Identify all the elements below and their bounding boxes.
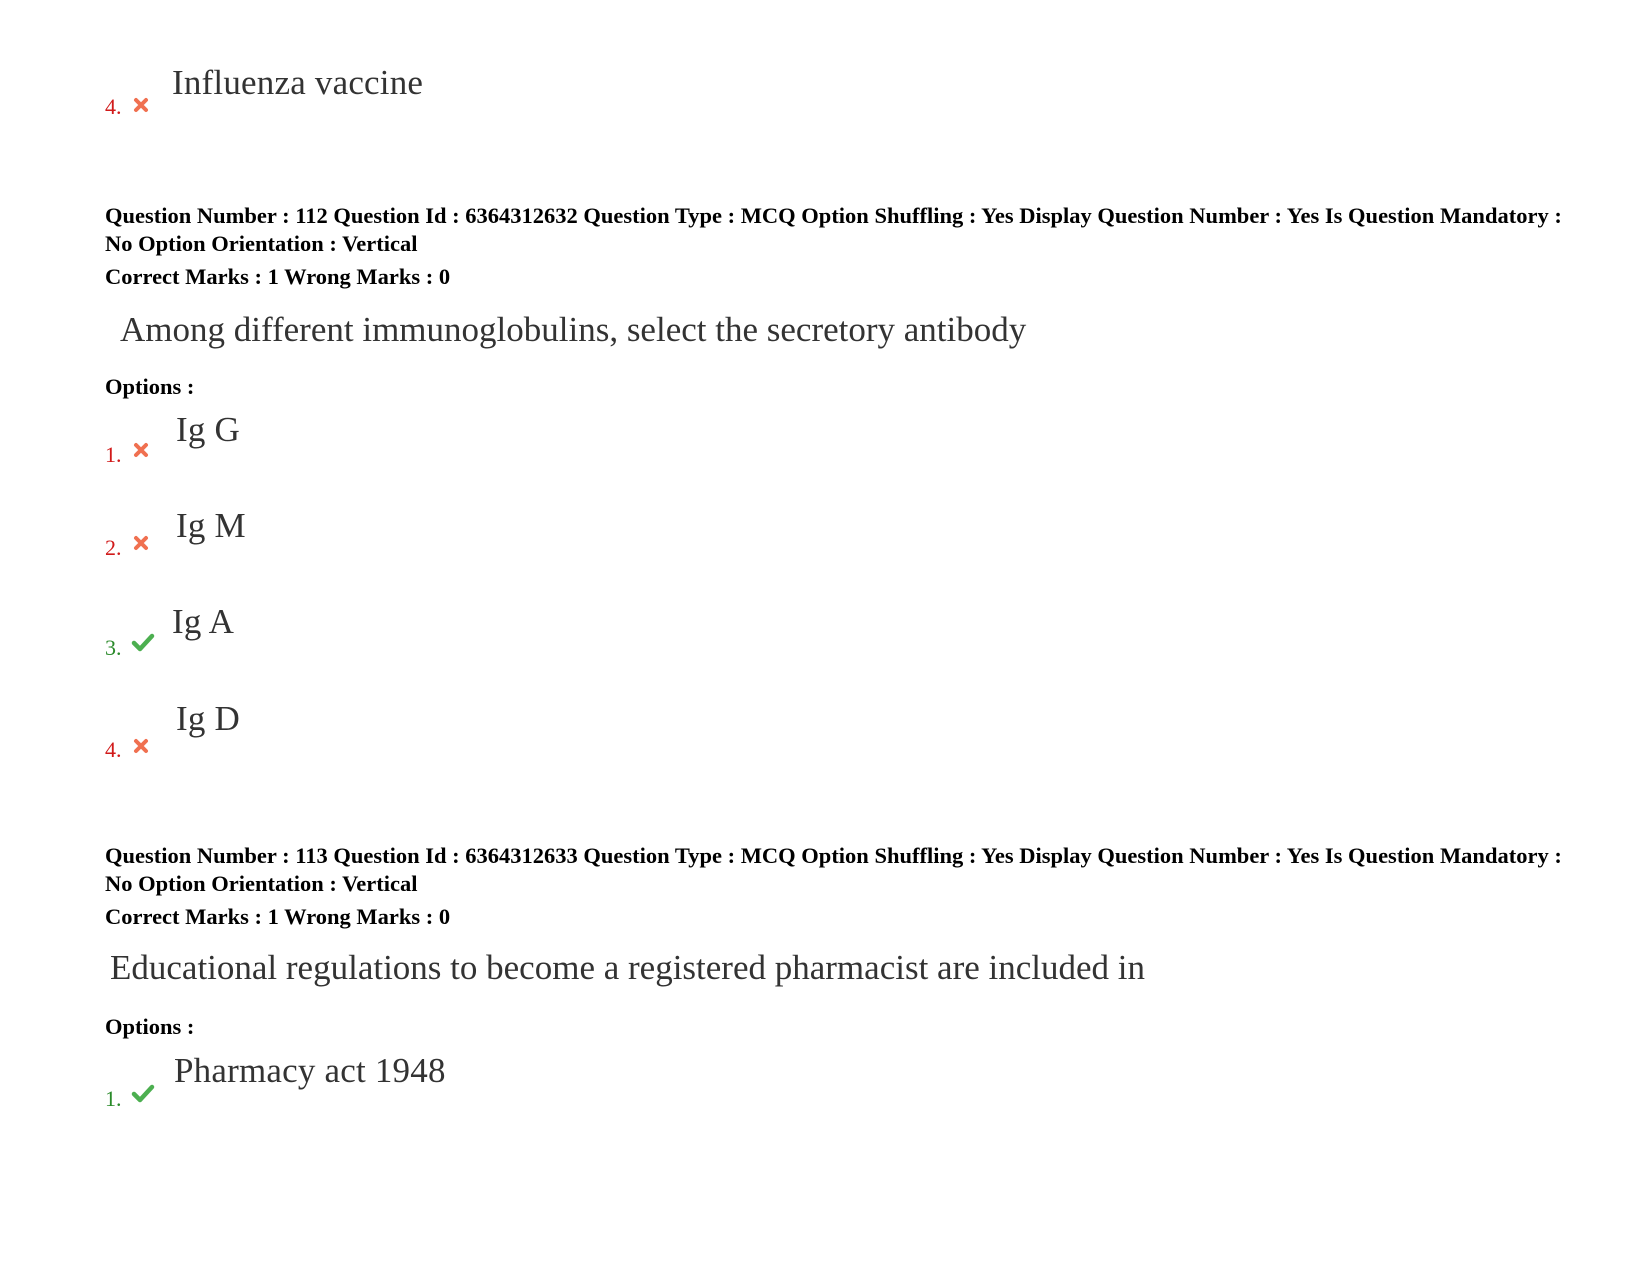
option-text: Ig G [176,410,240,449]
question-text: Among different immunoglobulins, select the secretory antibody [120,310,1027,349]
check-icon [131,632,155,652]
question-marks: Correct Marks : 1 Wrong Marks : 0 [105,904,451,929]
question-marks: Correct Marks : 1 Wrong Marks : 0 [105,264,451,289]
option-text: Ig D [176,699,240,738]
option-number: 3. [105,635,122,660]
question-meta: Question Number : 112 Question Id : 6364312632 Question Type : MCQ Option Shuffling : Yes Display Question Number : Yes Is Question Mandatory : No Option Orientation : Vertical [105,203,1562,256]
cross-icon [133,442,149,458]
option-text: Ig A [172,602,235,641]
option-number: 1. [105,442,122,467]
cross-icon [133,97,149,113]
option-text: Influenza vaccine [172,63,424,102]
option-number: 1. [105,1086,122,1111]
option-number: 2. [105,535,122,560]
options-label: Options : [105,1014,195,1039]
option-number: 4. [105,737,122,762]
cross-icon [133,535,149,551]
option-number: 4. [105,94,122,119]
option-text: Pharmacy act 1948 [174,1051,446,1090]
question-meta: Question Number : 113 Question Id : 6364312633 Question Type : MCQ Option Shuffling : Yes Display Question Number : Yes Is Question Mandatory : No Option Orientation : Vertical [105,843,1562,896]
cross-icon [133,738,149,754]
option-text: Ig M [176,506,246,545]
check-icon [131,1083,155,1103]
question-text: Educational regulations to become a registered pharmacist are included in [110,948,1146,987]
options-label: Options : [105,374,195,399]
